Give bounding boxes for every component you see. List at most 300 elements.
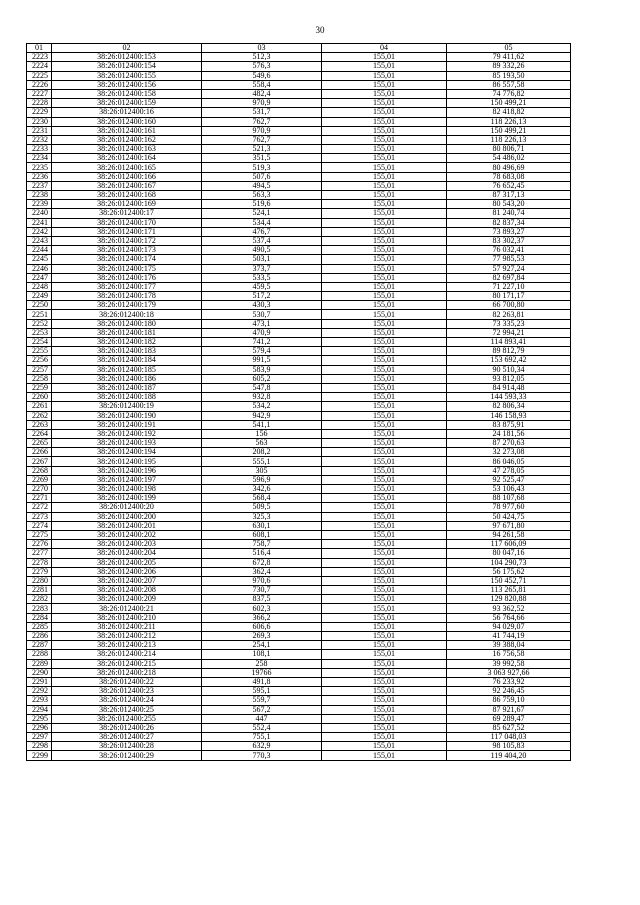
table-cell: 38:26:012400:168 [52,191,202,200]
table-cell: 730,7 [202,586,322,595]
table-cell: 82 697,84 [447,273,571,282]
table-cell: 38:26:012400:158 [52,89,202,98]
table-cell: 2243 [27,236,52,245]
table-cell: 94 029,07 [447,622,571,631]
table-cell: 38:26:012400:155 [52,71,202,80]
table-row [27,457,571,466]
table-cell: 38:26:012400:191 [52,420,202,429]
table-cell: 80 806,71 [447,145,571,154]
table-cell: 2223 [27,53,52,62]
table-cell: 2270 [27,485,52,494]
table-row [27,751,571,760]
table-cell: 155,01 [322,485,447,494]
table-cell: 155,01 [322,117,447,126]
table-cell: 559,7 [202,696,322,705]
table-cell: 269,3 [202,632,322,641]
table-row [27,319,571,328]
table-row [27,191,571,200]
table-cell: 150 452,71 [447,576,571,585]
table-row [27,62,571,71]
table-cell: 38:26:012400:205 [52,558,202,567]
table-cell: 596,9 [202,475,322,484]
table-cell: 86 046,05 [447,457,571,466]
table-cell: 38:26:012400:169 [52,200,202,209]
table-cell: 38:26:012400:202 [52,530,202,539]
table-cell: 2299 [27,751,52,760]
table-cell: 991,5 [202,356,322,365]
table-row [27,273,571,282]
table-cell: 155,01 [322,172,447,181]
table-cell: 351,5 [202,154,322,163]
table-cell: 155,01 [322,236,447,245]
table-cell: 770,3 [202,751,322,760]
table-cell: 117 606,09 [447,540,571,549]
table-cell: 117 048,03 [447,733,571,742]
table-cell: 38:26:012400:214 [52,650,202,659]
table-cell: 552,4 [202,723,322,732]
table-cell: 78 977,60 [447,503,571,512]
table-cell: 38:26:012400:27 [52,733,202,742]
table-cell: 38:26:012400:16 [52,108,202,117]
table-cell: 155,01 [322,622,447,631]
table-row [27,53,571,62]
table-cell: 38:26:012400:215 [52,659,202,668]
table-cell: 155,01 [322,393,447,402]
table-cell: 38:26:012400:211 [52,622,202,631]
table-cell: 2235 [27,163,52,172]
table-cell: 325,3 [202,512,322,521]
table-cell: 2267 [27,457,52,466]
table-cell: 537,4 [202,236,322,245]
table-cell: 155,01 [322,595,447,604]
table-cell: 155,01 [322,383,447,392]
table-cell: 84 914,48 [447,383,571,392]
table-row [27,227,571,236]
table-cell: 530,7 [202,310,322,319]
table-cell: 155,01 [322,181,447,190]
table-cell: 2257 [27,365,52,374]
table-row [27,696,571,705]
table-cell: 129 820,88 [447,595,571,604]
table-cell: 38:26:012400:188 [52,393,202,402]
table-cell: 524,1 [202,209,322,218]
table-cell: 39 992,58 [447,659,571,668]
table-cell: 2273 [27,512,52,521]
table-cell: 447 [202,714,322,723]
table-row [27,80,571,89]
table-row [27,485,571,494]
table-cell: 38:26:012400:164 [52,154,202,163]
table-cell: 2281 [27,586,52,595]
table-cell: 38:26:012400:156 [52,80,202,89]
table-cell: 567,2 [202,705,322,714]
table-cell: 85 627,52 [447,723,571,732]
table-cell: 473,1 [202,319,322,328]
column-header: 01 [27,44,52,53]
column-header: 03 [202,44,322,53]
table-cell: 2295 [27,714,52,723]
table-cell: 93 362,52 [447,604,571,613]
table-cell: 2254 [27,338,52,347]
table-cell: 2259 [27,383,52,392]
table-cell: 155,01 [322,126,447,135]
table-cell: 155,01 [322,439,447,448]
table-cell: 494,5 [202,181,322,190]
table-cell: 2297 [27,733,52,742]
table-cell: 19766 [202,668,322,677]
table-cell: 254,1 [202,641,322,650]
table-cell: 38:26:012400:196 [52,466,202,475]
table-cell: 2274 [27,521,52,530]
table-row [27,383,571,392]
table-cell: 517,2 [202,292,322,301]
table-cell: 38:26:012400:19 [52,402,202,411]
table-row [27,209,571,218]
table-cell: 2252 [27,319,52,328]
table-row [27,411,571,420]
table-row [27,292,571,301]
table-cell: 2256 [27,356,52,365]
table-cell: 38:26:012400:159 [52,99,202,108]
table-cell: 2288 [27,650,52,659]
table-row [27,218,571,227]
table-cell: 98 105,83 [447,742,571,751]
table-cell: 595,1 [202,687,322,696]
table-cell: 80 047,16 [447,549,571,558]
table-cell: 80 543,20 [447,200,571,209]
column-header: 04 [322,44,447,53]
table-cell: 38:26:012400:180 [52,319,202,328]
table-cell: 155,01 [322,71,447,80]
table-row [27,733,571,742]
table-cell: 90 510,34 [447,365,571,374]
table-cell: 155,01 [322,668,447,677]
table-cell: 41 744,19 [447,632,571,641]
table-cell: 2228 [27,99,52,108]
table-cell: 88 107,68 [447,494,571,503]
table-cell: 762,7 [202,135,322,144]
table-cell: 942,9 [202,411,322,420]
table-cell: 2225 [27,71,52,80]
table-cell: 38:26:012400:199 [52,494,202,503]
table-cell: 2244 [27,246,52,255]
table-cell: 155,01 [322,347,447,356]
table-cell: 155,01 [322,80,447,89]
table-cell: 155,01 [322,108,447,117]
table-cell: 2229 [27,108,52,117]
table-cell: 38:26:012400:18 [52,310,202,319]
table-cell: 38:26:012400:163 [52,145,202,154]
table-row [27,723,571,732]
table-row [27,356,571,365]
table-cell: 24 181,56 [447,429,571,438]
table-cell: 2266 [27,448,52,457]
table-cell: 155,01 [322,705,447,714]
table-cell: 86 759,10 [447,696,571,705]
table-cell: 155,01 [322,163,447,172]
table-cell: 118 226,13 [447,135,571,144]
table-cell: 762,7 [202,117,322,126]
table-cell: 150 499,21 [447,126,571,135]
table-row [27,108,571,117]
table-cell: 80 171,17 [447,292,571,301]
table-cell: 38:26:012400:22 [52,677,202,686]
table-cell: 2248 [27,282,52,291]
table-cell: 491,8 [202,677,322,686]
table-cell: 155,01 [322,264,447,273]
table-cell: 39 388,04 [447,641,571,650]
table-cell: 38:26:012400:183 [52,347,202,356]
table-cell: 741,2 [202,338,322,347]
table-cell: 606,6 [202,622,322,631]
table-cell: 155,01 [322,567,447,576]
table-cell: 507,6 [202,172,322,181]
table-cell: 38:26:012400:167 [52,181,202,190]
table-cell: 81 240,74 [447,209,571,218]
table-cell: 77 985,53 [447,255,571,264]
table-cell: 555,1 [202,457,322,466]
table-cell: 531,7 [202,108,322,117]
table-cell: 155,01 [322,687,447,696]
table-cell: 155,01 [322,448,447,457]
table-cell: 38:26:012400:185 [52,365,202,374]
table-cell: 38:26:012400:204 [52,549,202,558]
table-cell: 2296 [27,723,52,732]
table-cell: 73 335,23 [447,319,571,328]
table-cell: 38:26:012400:173 [52,246,202,255]
table-cell: 155,01 [322,292,447,301]
table-cell: 509,5 [202,503,322,512]
table-cell: 155,01 [322,659,447,668]
table-cell: 38:26:012400:190 [52,411,202,420]
table-cell: 156 [202,429,322,438]
table-cell: 155,01 [322,466,447,475]
table-cell: 155,01 [322,218,447,227]
table-cell: 2251 [27,310,52,319]
table-cell: 2298 [27,742,52,751]
table-row [27,365,571,374]
table-cell: 519,6 [202,200,322,209]
table-cell: 38:26:012400:197 [52,475,202,484]
table-cell: 2292 [27,687,52,696]
table-row [27,154,571,163]
table-row [27,650,571,659]
table-row [27,586,571,595]
table-cell: 155,01 [322,530,447,539]
table-row [27,420,571,429]
table-cell: 38:26:012400:29 [52,751,202,760]
table-cell: 155,01 [322,301,447,310]
table-cell: 541,1 [202,420,322,429]
table-cell: 155,01 [322,282,447,291]
table-row [27,99,571,108]
table-cell: 2283 [27,604,52,613]
table-row [27,521,571,530]
table-row [27,622,571,631]
table-cell: 155,01 [322,338,447,347]
table-cell: 155,01 [322,402,447,411]
table-cell: 2231 [27,126,52,135]
table-cell: 155,01 [322,420,447,429]
table-cell: 2282 [27,595,52,604]
table-cell: 38:26:012400:179 [52,301,202,310]
table-cell: 83 302,37 [447,236,571,245]
table-cell: 87 921,67 [447,705,571,714]
table-row [27,236,571,245]
table-row [27,530,571,539]
table-cell: 38:26:012400:198 [52,485,202,494]
table-cell: 512,3 [202,53,322,62]
table-cell: 150 499,21 [447,99,571,108]
table-cell: 2278 [27,558,52,567]
table-cell: 155,01 [322,696,447,705]
table-cell: 78 683,08 [447,172,571,181]
table-cell: 38:26:012400:171 [52,227,202,236]
table-cell: 534,4 [202,218,322,227]
table-row [27,301,571,310]
table-cell: 38:26:012400:206 [52,567,202,576]
table-cell: 155,01 [322,154,447,163]
table-cell: 38:26:012400:193 [52,439,202,448]
table-row [27,402,571,411]
table-cell: 2249 [27,292,52,301]
table-cell: 2258 [27,374,52,383]
table-cell: 2255 [27,347,52,356]
table-row [27,71,571,80]
table-cell: 2280 [27,576,52,585]
table-cell: 534,2 [202,402,322,411]
column-header: 05 [447,44,571,53]
table-cell: 2277 [27,549,52,558]
table-cell: 2263 [27,420,52,429]
table-cell: 155,01 [322,89,447,98]
table-row [27,677,571,686]
table-cell: 155,01 [322,328,447,337]
table-cell: 155,01 [322,53,447,62]
table-cell: 153 692,42 [447,356,571,365]
table-cell: 2246 [27,264,52,273]
table-cell: 155,01 [322,558,447,567]
table-cell: 208,2 [202,448,322,457]
table-row [27,255,571,264]
table-cell: 2276 [27,540,52,549]
table-cell: 38:26:012400:154 [52,62,202,71]
table-cell: 155,01 [322,429,447,438]
table-row [27,687,571,696]
table-cell: 93 812,05 [447,374,571,383]
table-cell: 470,9 [202,328,322,337]
table-cell: 2293 [27,696,52,705]
table-cell: 362,4 [202,567,322,576]
table-cell: 104 290,73 [447,558,571,567]
table-cell: 2291 [27,677,52,686]
table-row [27,494,571,503]
table-cell: 155,01 [322,135,447,144]
table-cell: 2234 [27,154,52,163]
table-cell: 155,01 [322,457,447,466]
table-cell: 2253 [27,328,52,337]
table-row [27,429,571,438]
table-cell: 57 927,24 [447,264,571,273]
table-cell: 38:26:012400:177 [52,282,202,291]
table-cell: 38:26:012400:184 [52,356,202,365]
table-cell: 2241 [27,218,52,227]
table-cell: 2284 [27,613,52,622]
table-cell: 755,1 [202,733,322,742]
table-cell: 2226 [27,80,52,89]
table-row [27,466,571,475]
table-cell: 38:26:012400:178 [52,292,202,301]
table-row [27,512,571,521]
table-cell: 76 233,92 [447,677,571,686]
table-cell: 76 652,45 [447,181,571,190]
table-cell: 155,01 [322,209,447,218]
table-cell: 632,9 [202,742,322,751]
table-cell: 155,01 [322,512,447,521]
table-cell: 38:26:012400:181 [52,328,202,337]
table-cell: 155,01 [322,742,447,751]
table-cell: 155,01 [322,62,447,71]
table-row [27,641,571,650]
table-cell: 2264 [27,429,52,438]
table-cell: 932,8 [202,393,322,402]
table-row [27,172,571,181]
table-cell: 155,01 [322,411,447,420]
table-row [27,714,571,723]
table-cell: 155,01 [322,191,447,200]
table-cell: 38:26:012400:162 [52,135,202,144]
table-cell: 71 227,10 [447,282,571,291]
table-cell: 2237 [27,181,52,190]
table-cell: 2247 [27,273,52,282]
table-cell: 38:26:012400:170 [52,218,202,227]
table-row [27,475,571,484]
table-cell: 2239 [27,200,52,209]
table-row [27,604,571,613]
table-cell: 32 273,08 [447,448,571,457]
table-cell: 2290 [27,668,52,677]
table-cell: 563,3 [202,191,322,200]
table-row [27,117,571,126]
table-cell: 155,01 [322,365,447,374]
table-cell: 66 700,80 [447,301,571,310]
table-row [27,163,571,172]
table-cell: 2242 [27,227,52,236]
table-cell: 2294 [27,705,52,714]
table-cell: 155,01 [322,751,447,760]
table-row [27,558,571,567]
table-cell: 38:26:012400:26 [52,723,202,732]
table-cell: 146 158,93 [447,411,571,420]
table-cell: 2245 [27,255,52,264]
table-body [27,53,571,760]
table-cell: 47 278,05 [447,466,571,475]
table-cell: 82 837,34 [447,218,571,227]
table-cell: 549,6 [202,71,322,80]
table-cell: 2238 [27,191,52,200]
table-row [27,503,571,512]
table-cell: 342,6 [202,485,322,494]
table-cell: 74 776,82 [447,89,571,98]
table-cell: 608,1 [202,530,322,539]
table-cell: 2289 [27,659,52,668]
table-row [27,540,571,549]
table-cell: 38:26:012400:255 [52,714,202,723]
table-cell: 38:26:012400:207 [52,576,202,585]
table-cell: 82 806,34 [447,402,571,411]
table-cell: 38:26:012400:174 [52,255,202,264]
table-header-row [27,44,571,53]
